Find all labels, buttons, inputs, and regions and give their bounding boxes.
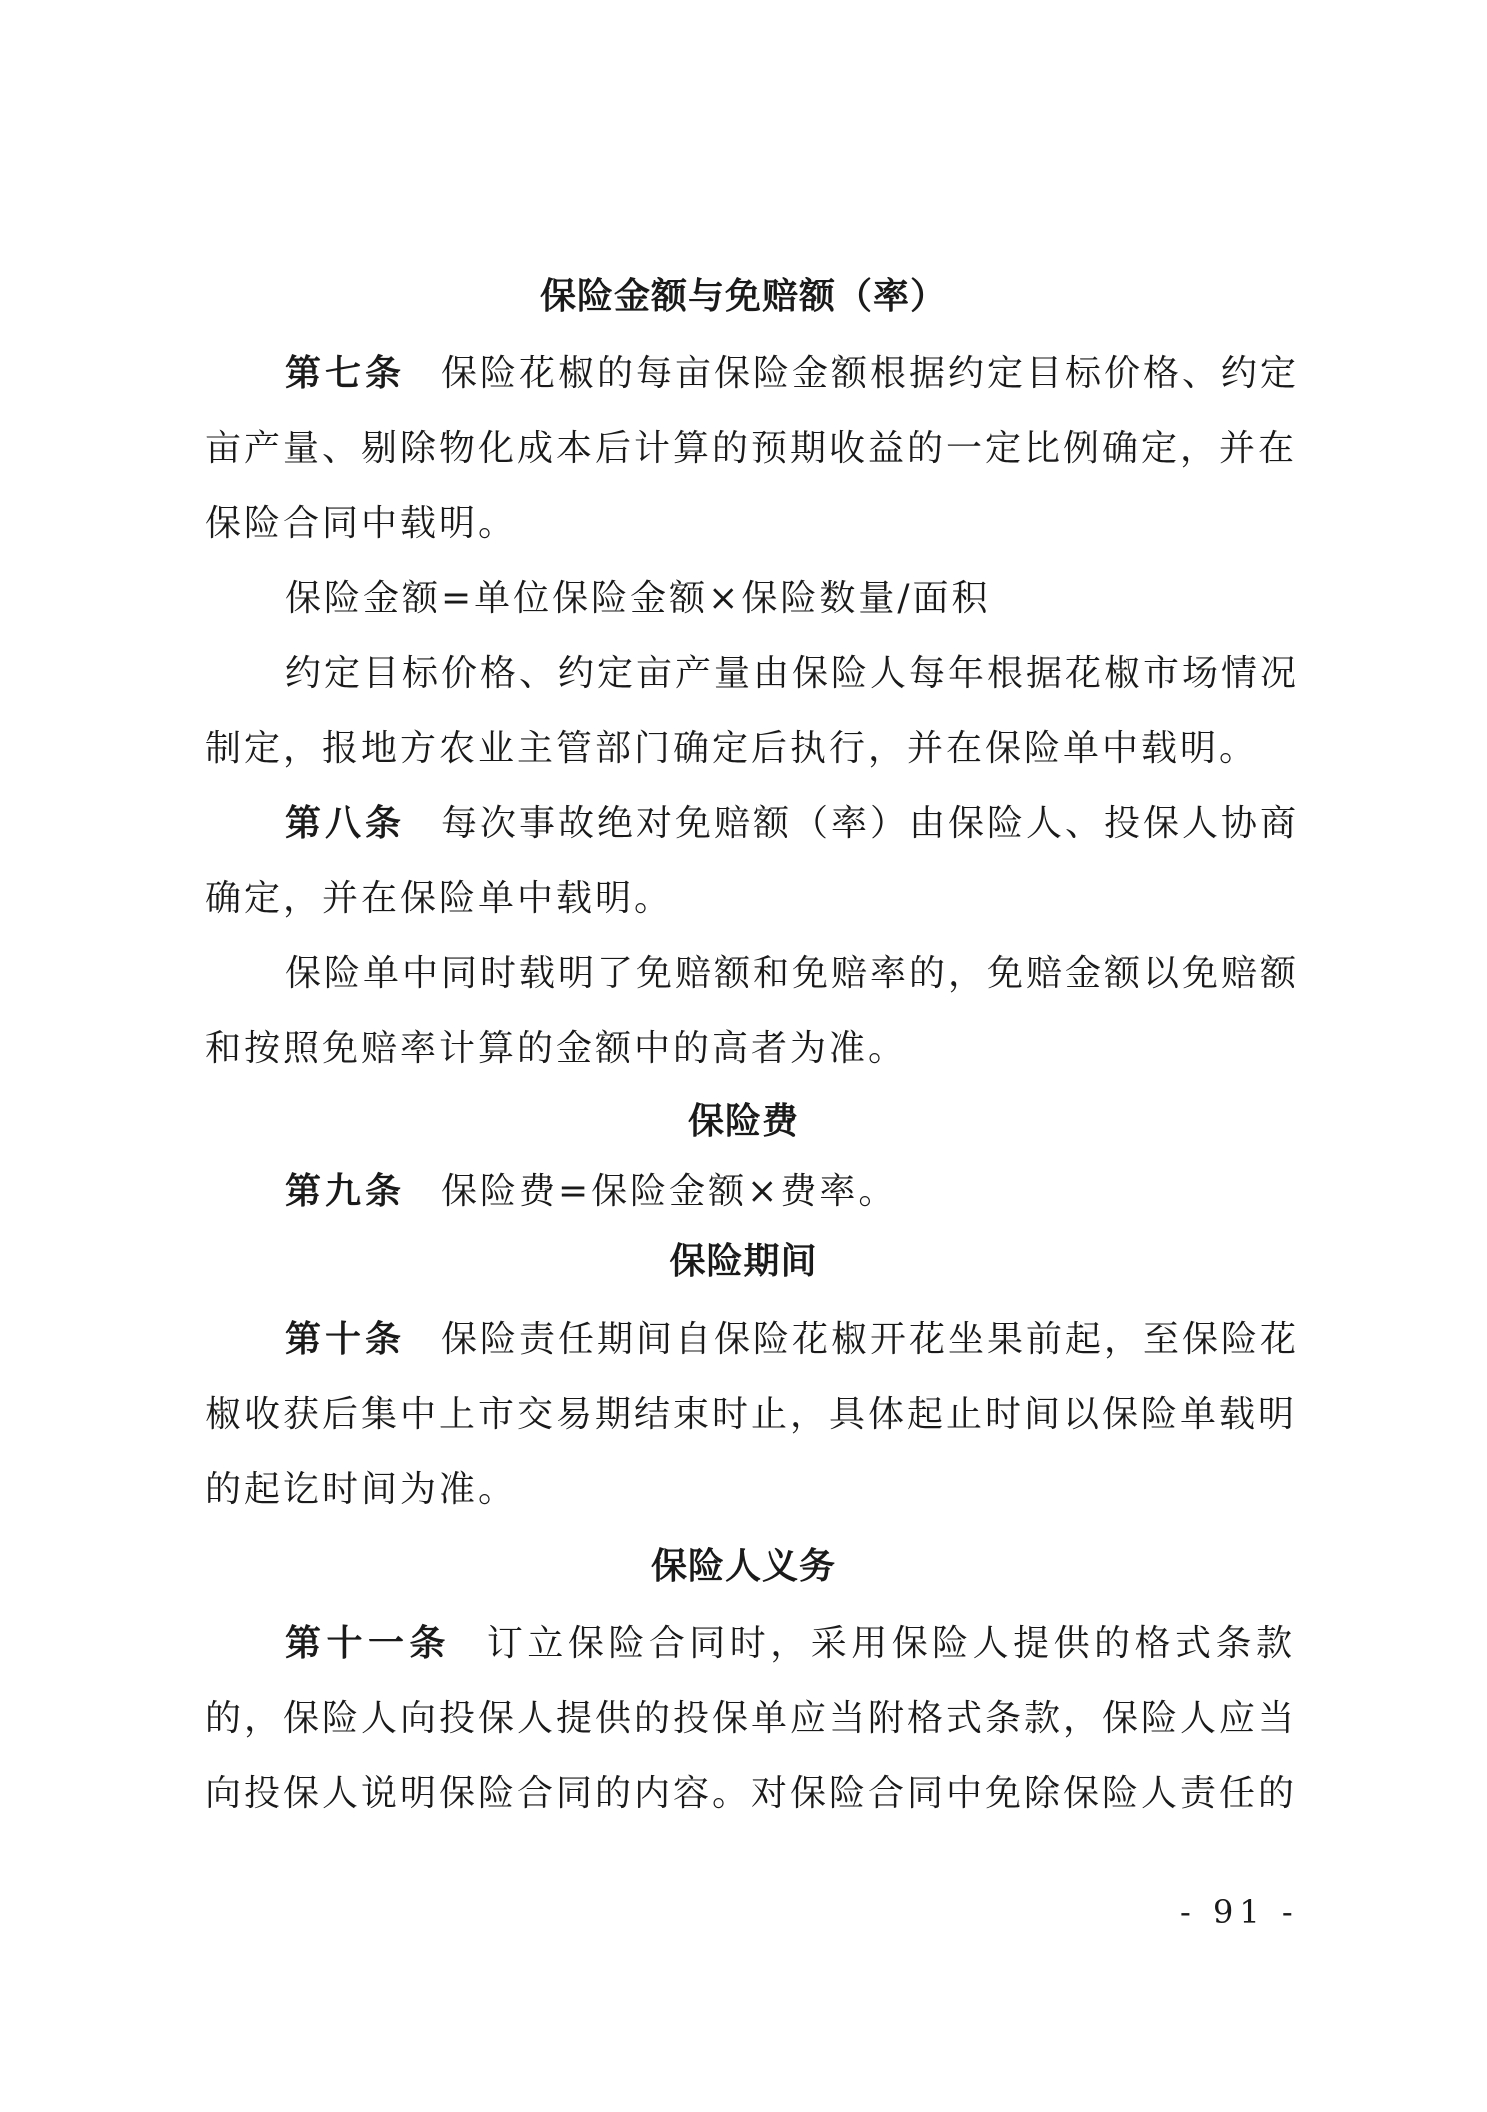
article-9-text-1: 保险费=保险金额×费率。	[441, 1171, 898, 1212]
article-8-label: 第八条	[285, 803, 406, 844]
article-10-text-1: 保险责任期间自保险花椒开花坐果前起，至保险花	[441, 1319, 1300, 1360]
article-7-label: 第七条	[285, 353, 406, 394]
article-8-text-1: 每次事故绝对免赔额（率）由保险人、投保人协商	[441, 803, 1300, 844]
article-7-para2-line-1: 约定目标价格、约定亩产量由保险人每年根据花椒市场情况	[285, 653, 1300, 694]
article-11-line-2: 的，保险人向投保人提供的投保单应当附格式条款，保险人应当	[205, 1698, 1298, 1739]
article-10-line-2: 椒收获后集中上市交易期结束时止，具体起止时间以保险单载明	[205, 1394, 1298, 1435]
article-7-formula: 保险金额=单位保险金额×保险数量/面积	[285, 578, 991, 619]
article-9-label: 第九条	[285, 1171, 406, 1212]
section-heading-amount-deductible: 保险金额与免赔额（率）	[539, 276, 947, 317]
section-heading-period: 保险期间	[669, 1241, 818, 1282]
article-10-label: 第十条	[285, 1319, 406, 1360]
article-10-line-1	[285, 1318, 1300, 1362]
article-9-line-1	[285, 1170, 1295, 1214]
article-7-line-2: 亩产量、剔除物化成本后计算的预期收益的一定比例确定，并在	[205, 428, 1298, 469]
article-11-line-1	[285, 1622, 1295, 1666]
article-8-para2-line-2: 和按照免赔率计算的金额中的高者为准。	[205, 1028, 908, 1069]
page-number: - 91 -	[1180, 1893, 1299, 1931]
article-8-para2-line-1: 保险单中同时载明了免赔额和免赔率的，免赔金额以免赔额	[285, 953, 1300, 994]
article-7-line-1	[285, 352, 1300, 396]
article-11-label: 第十一条	[285, 1623, 451, 1664]
article-11-line-3: 向投保人说明保险合同的内容。对保险合同中免除保险人责任的	[205, 1773, 1298, 1814]
section-heading-premium: 保险费	[687, 1101, 799, 1142]
article-8-line-2: 确定，并在保险单中载明。	[205, 878, 674, 919]
article-11-text-1: 订立保险合同时，采用保险人提供的格式条款	[486, 1623, 1295, 1664]
article-8-line-1	[285, 802, 1300, 846]
article-7-text-1: 保险花椒的每亩保险金额根据约定目标价格、约定	[441, 353, 1300, 394]
section-heading-insurer-obligations: 保险人义务	[650, 1546, 836, 1587]
article-10-line-3: 的起讫时间为准。	[205, 1469, 518, 1510]
article-7-para2-line-2: 制定，报地方农业主管部门确定后执行，并在保险单中载明。	[205, 728, 1259, 769]
article-7-line-3: 保险合同中载明。	[205, 503, 518, 544]
